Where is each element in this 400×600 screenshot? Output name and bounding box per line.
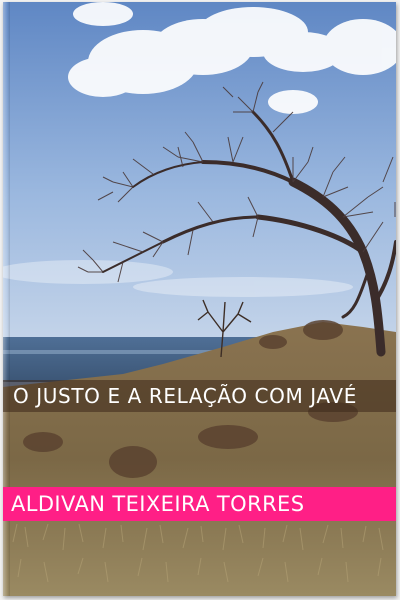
book-title: O JUSTO E A RELAÇÃO COM JAVÉ — [3, 380, 396, 412]
book-cover — [3, 2, 396, 596]
author-banner: ALDIVAN TEIXEIRA TORRES — [3, 487, 396, 521]
